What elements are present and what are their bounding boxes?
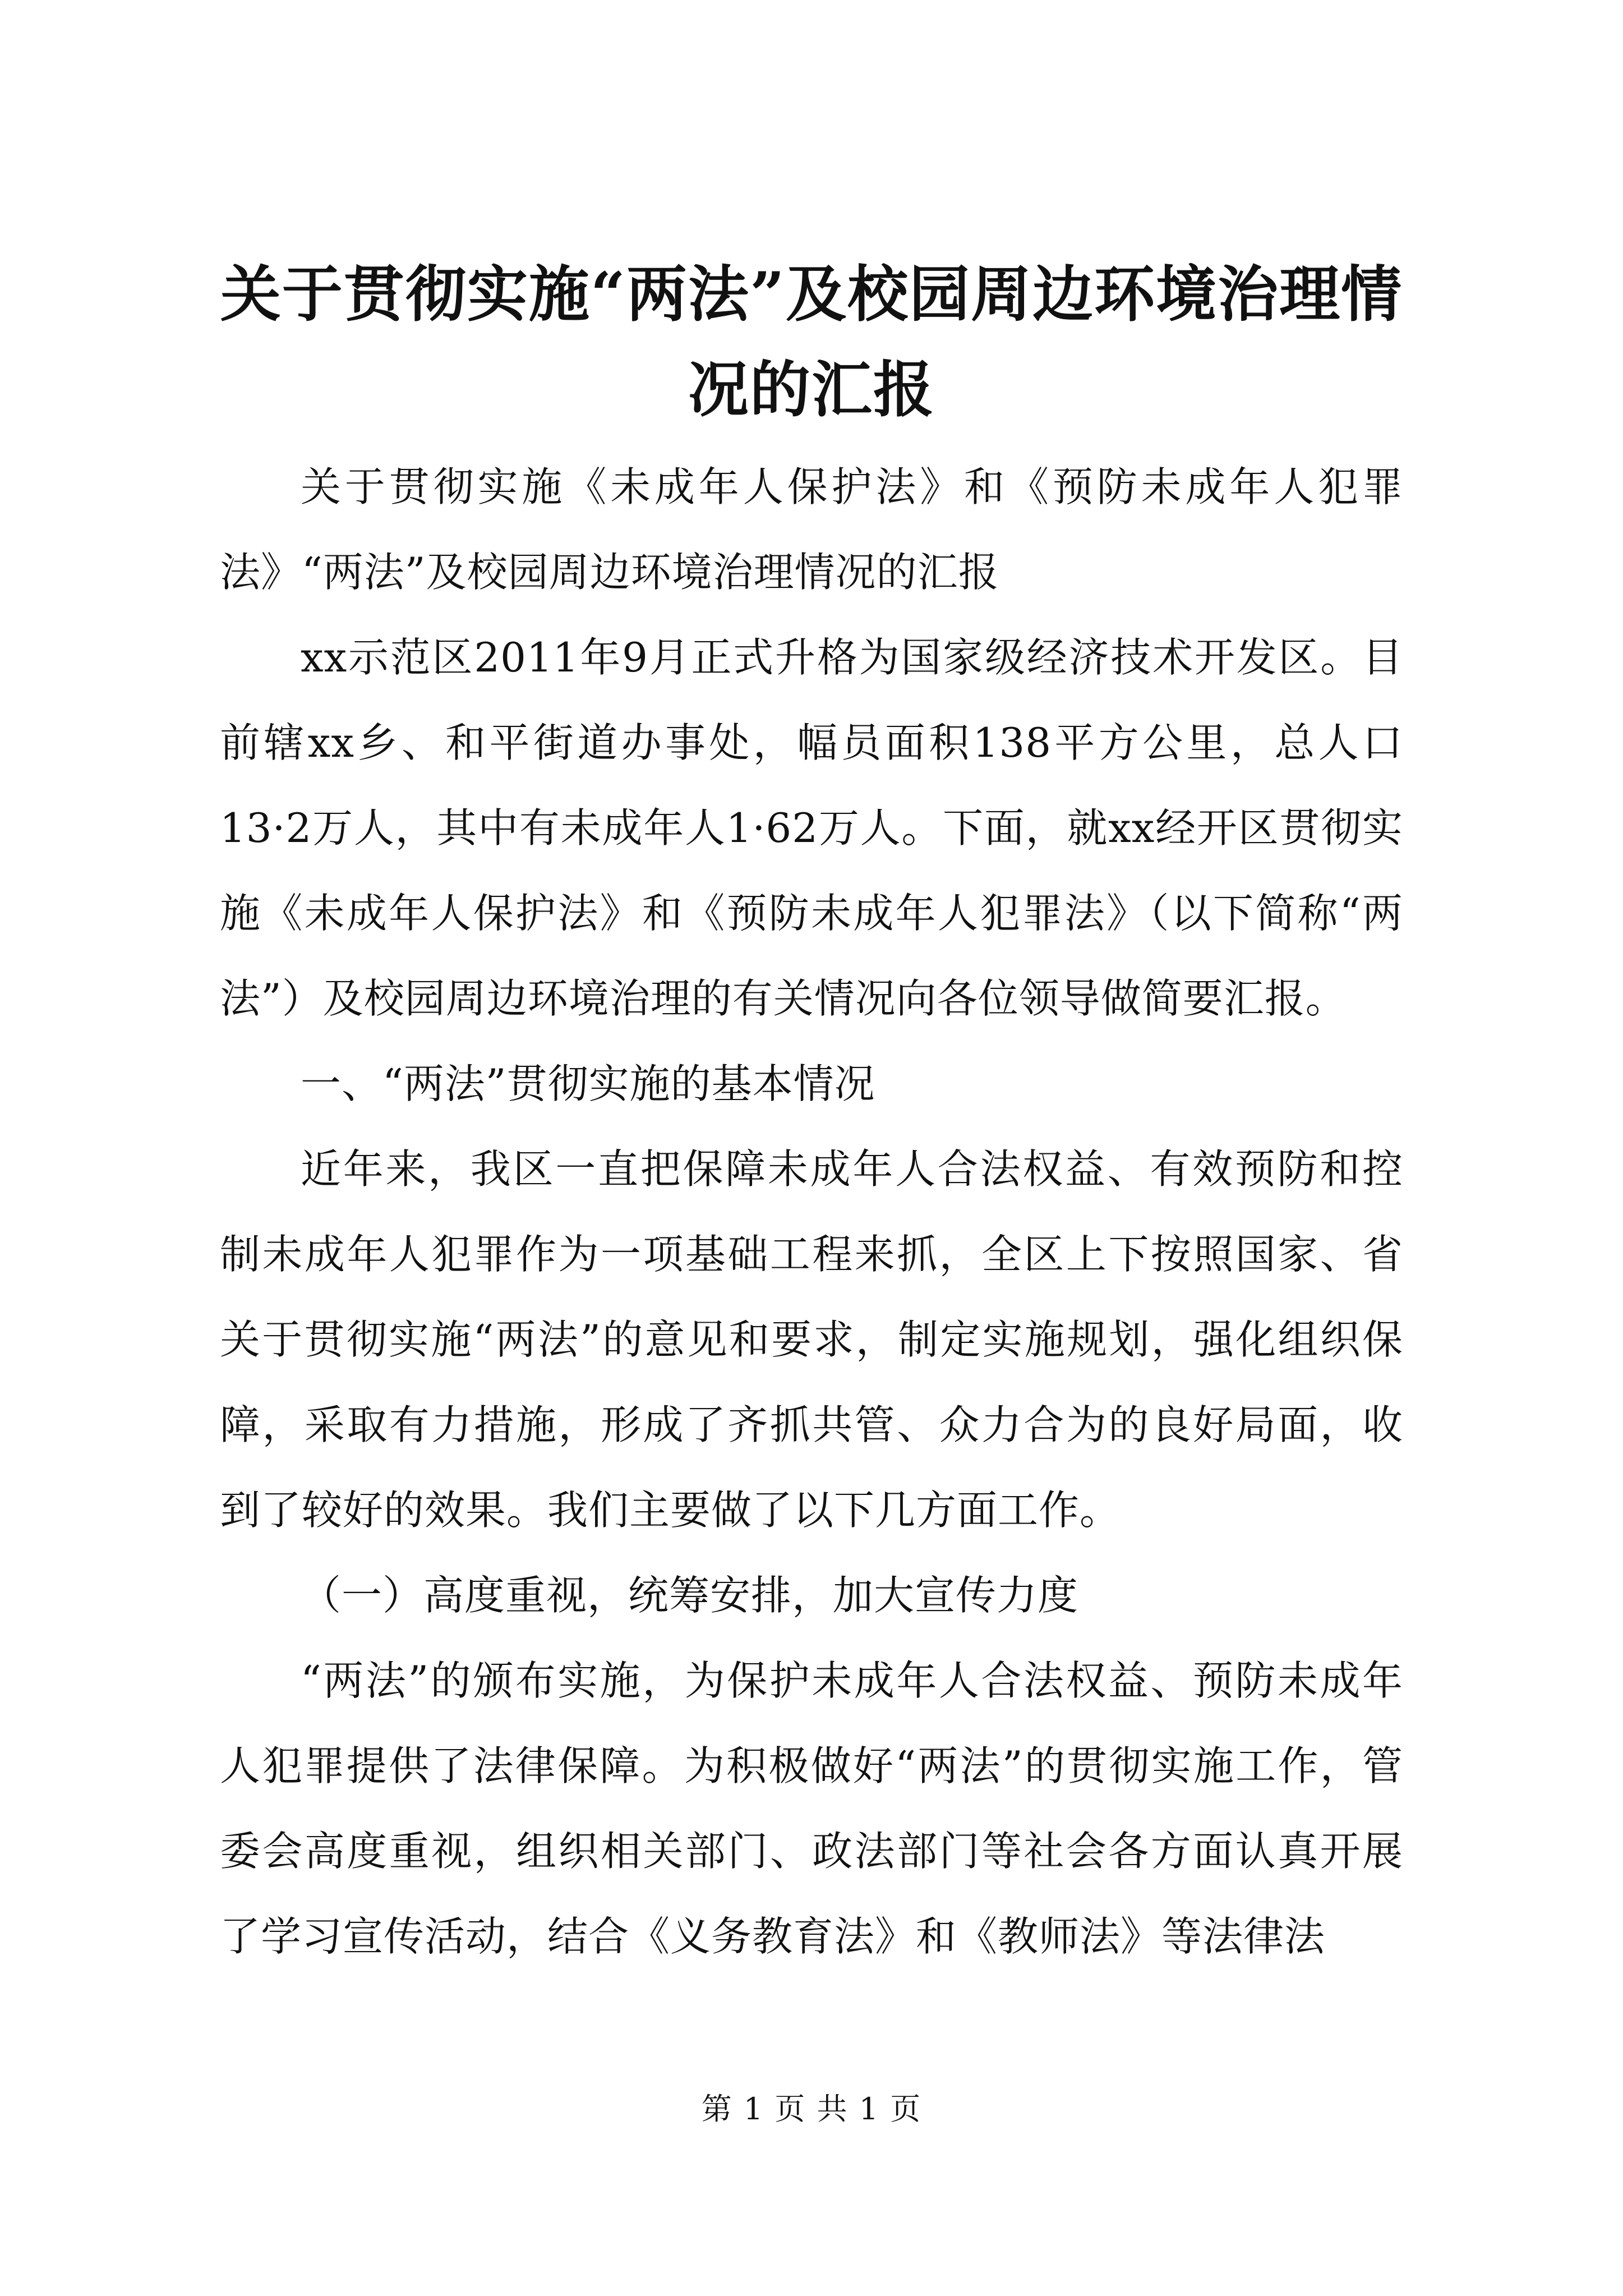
intro-paragraph-2: xx示范区2011年9月正式升格为国家级经济技术开发区。目前辖xx乡、和平街道办事处，幅员面积138平方公里，总人口13·2万人，其中有未成年人1·62万人。下面，就xx经开区贯彻实施《未成年人保护法》和《预防未成年人犯罪法》（以下简称“两法”）及校园周边环境治理的有关情况向各位领导做简要汇报。 — [220, 634, 1403, 1022]
intro-paragraph-1: 关于贯彻实施《未成年人保护法》和《预防未成年人犯罪法》“两法”及校园周边环境治理情况的汇报 — [220, 463, 1403, 596]
subsection-1-heading: （一）高度重视，统筹安排，加大宣传力度 — [301, 1572, 1079, 1619]
page-footer: 第 1 页 共 1 页 — [701, 2091, 922, 2127]
section-1-heading: 一、“两法”贯彻实施的基本情况 — [301, 1060, 875, 1107]
document-title: 关于贯彻实施“两法”及校园周边环境治理情况的汇报 — [220, 259, 1403, 425]
section-1-paragraph: 近年来，我区一直把保障未成年人合法权益、有效预防和控制未成年人犯罪作为一项基础工程来抓，全区上下按照国家、省关于贯彻实施“两法”的意见和要求，制定实施规划，强化组织保障，采取有力措施，形成了齐抓共管、众力合为的良好局面，收到了较好的效果。我们主要做了以下几方面工作。 — [220, 1145, 1403, 1534]
document-body — [220, 247, 1403, 1979]
subsection-1-paragraph: “两法”的颁布实施，为保护未成年人合法权益、预防未成年人犯罪提供了法律保障。为积极做好“两法”的贯彻实施工作，管委会高度重视，组织相关部门、政法部门等社会各方面认真开展了学习宣传活动，结合《义务教育法》和《教师法》等法律法 — [220, 1657, 1403, 1960]
